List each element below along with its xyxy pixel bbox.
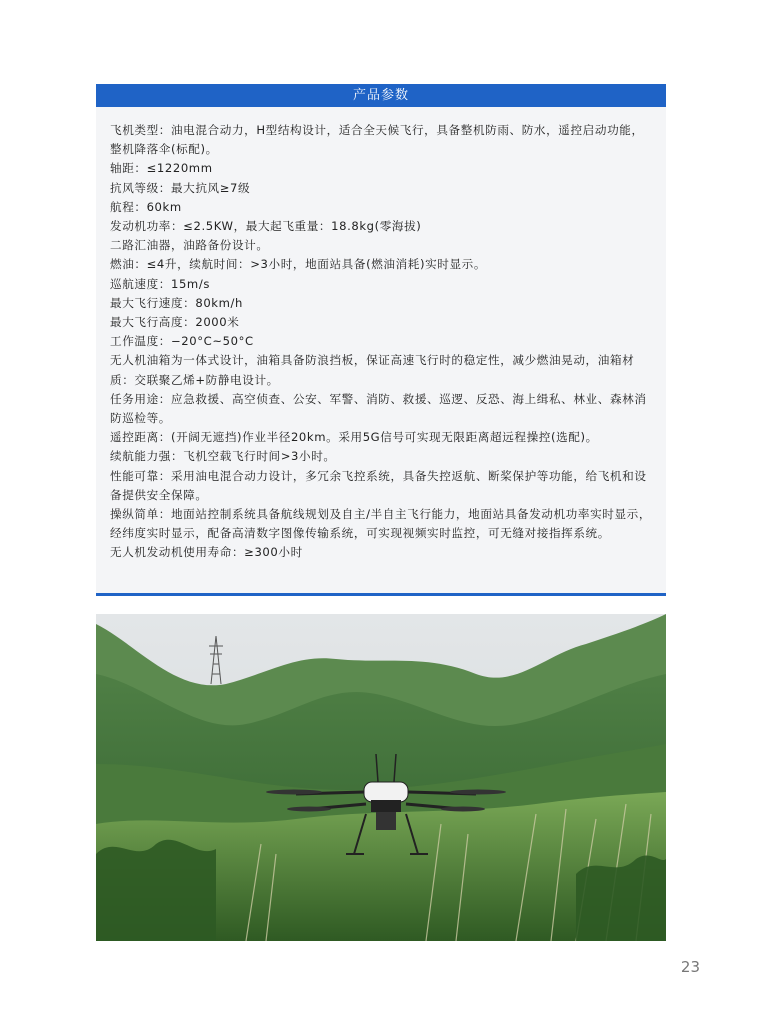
page-number: 23 — [680, 958, 700, 976]
section-title: 产品参数 — [352, 88, 409, 103]
spec-panel — [96, 107, 666, 593]
spec-line: 抗风等级：最大抗风≥7级 — [110, 180, 251, 195]
spec-line: 操纵简单：地面站控制系统具备航线规划及自主/半自主飞行能力，地面站具备发动机功率实时显示，经纬度实时显示，配备高清数字图像传输系统，可实现视频实时监控，可无缝对接指挥系统。 — [110, 507, 652, 541]
spec-line: 工作温度：−20°C~50°C — [110, 334, 254, 349]
spec-line: 续航能力强：飞机空载飞行时间>3小时。 — [110, 449, 336, 464]
spec-line: 最大飞行速度：80km/h — [110, 295, 243, 310]
spec-line: 任务用途：应急救援、高空侦查、公安、军警、消防、救援、巡逻、反恐、海上缉私、林业、森林消防巡检等。 — [110, 391, 647, 426]
section-title-bar — [96, 84, 666, 107]
spec-line: 飞机类型：油电混合动力，H型结构设计，适合全天候飞行，具备整机防雨、防水，遥控启动功能，整机降落伞(标配)。 — [110, 123, 644, 157]
spec-line: 二路汇油器，油路备份设计。 — [110, 238, 269, 253]
drone-landscape-illustration — [96, 614, 666, 941]
spec-line: 遥控距离：(开阔无遮挡)作业半径20km。采用5G信号可实现无限距离超远程操控(选配)。 — [110, 430, 598, 445]
drone-photo — [96, 614, 666, 941]
spec-line: 巡航速度：15m/s — [110, 276, 210, 291]
spec-line: 轴距：≤1220mm — [110, 161, 213, 176]
spec-line: 无人机油箱为一体式设计，油箱具备防浪挡板，保证高速飞行时的稳定性，减少燃油晃动，油箱材质：交联聚乙烯+防静电设计。 — [110, 353, 635, 387]
spec-line: 无人机发动机使用寿命：≥300小时 — [110, 545, 303, 560]
spec-line: 性能可靠：采用油电混合动力设计，多冗余飞控系统，具备失控返航、断桨保护等功能，给飞机和设备提供安全保障。 — [110, 468, 647, 502]
section-divider — [96, 593, 666, 596]
spec-line: 航程：60km — [110, 199, 182, 214]
spec-line: 发动机功率：≤2.5KW，最大起飞重量：18.8kg(零海拔) — [110, 219, 422, 234]
spec-line: 燃油：≤4升，续航时间：>3小时，地面站具备(燃油消耗)实时显示。 — [110, 257, 487, 272]
spec-line: 最大飞行高度：2000米 — [110, 315, 240, 330]
